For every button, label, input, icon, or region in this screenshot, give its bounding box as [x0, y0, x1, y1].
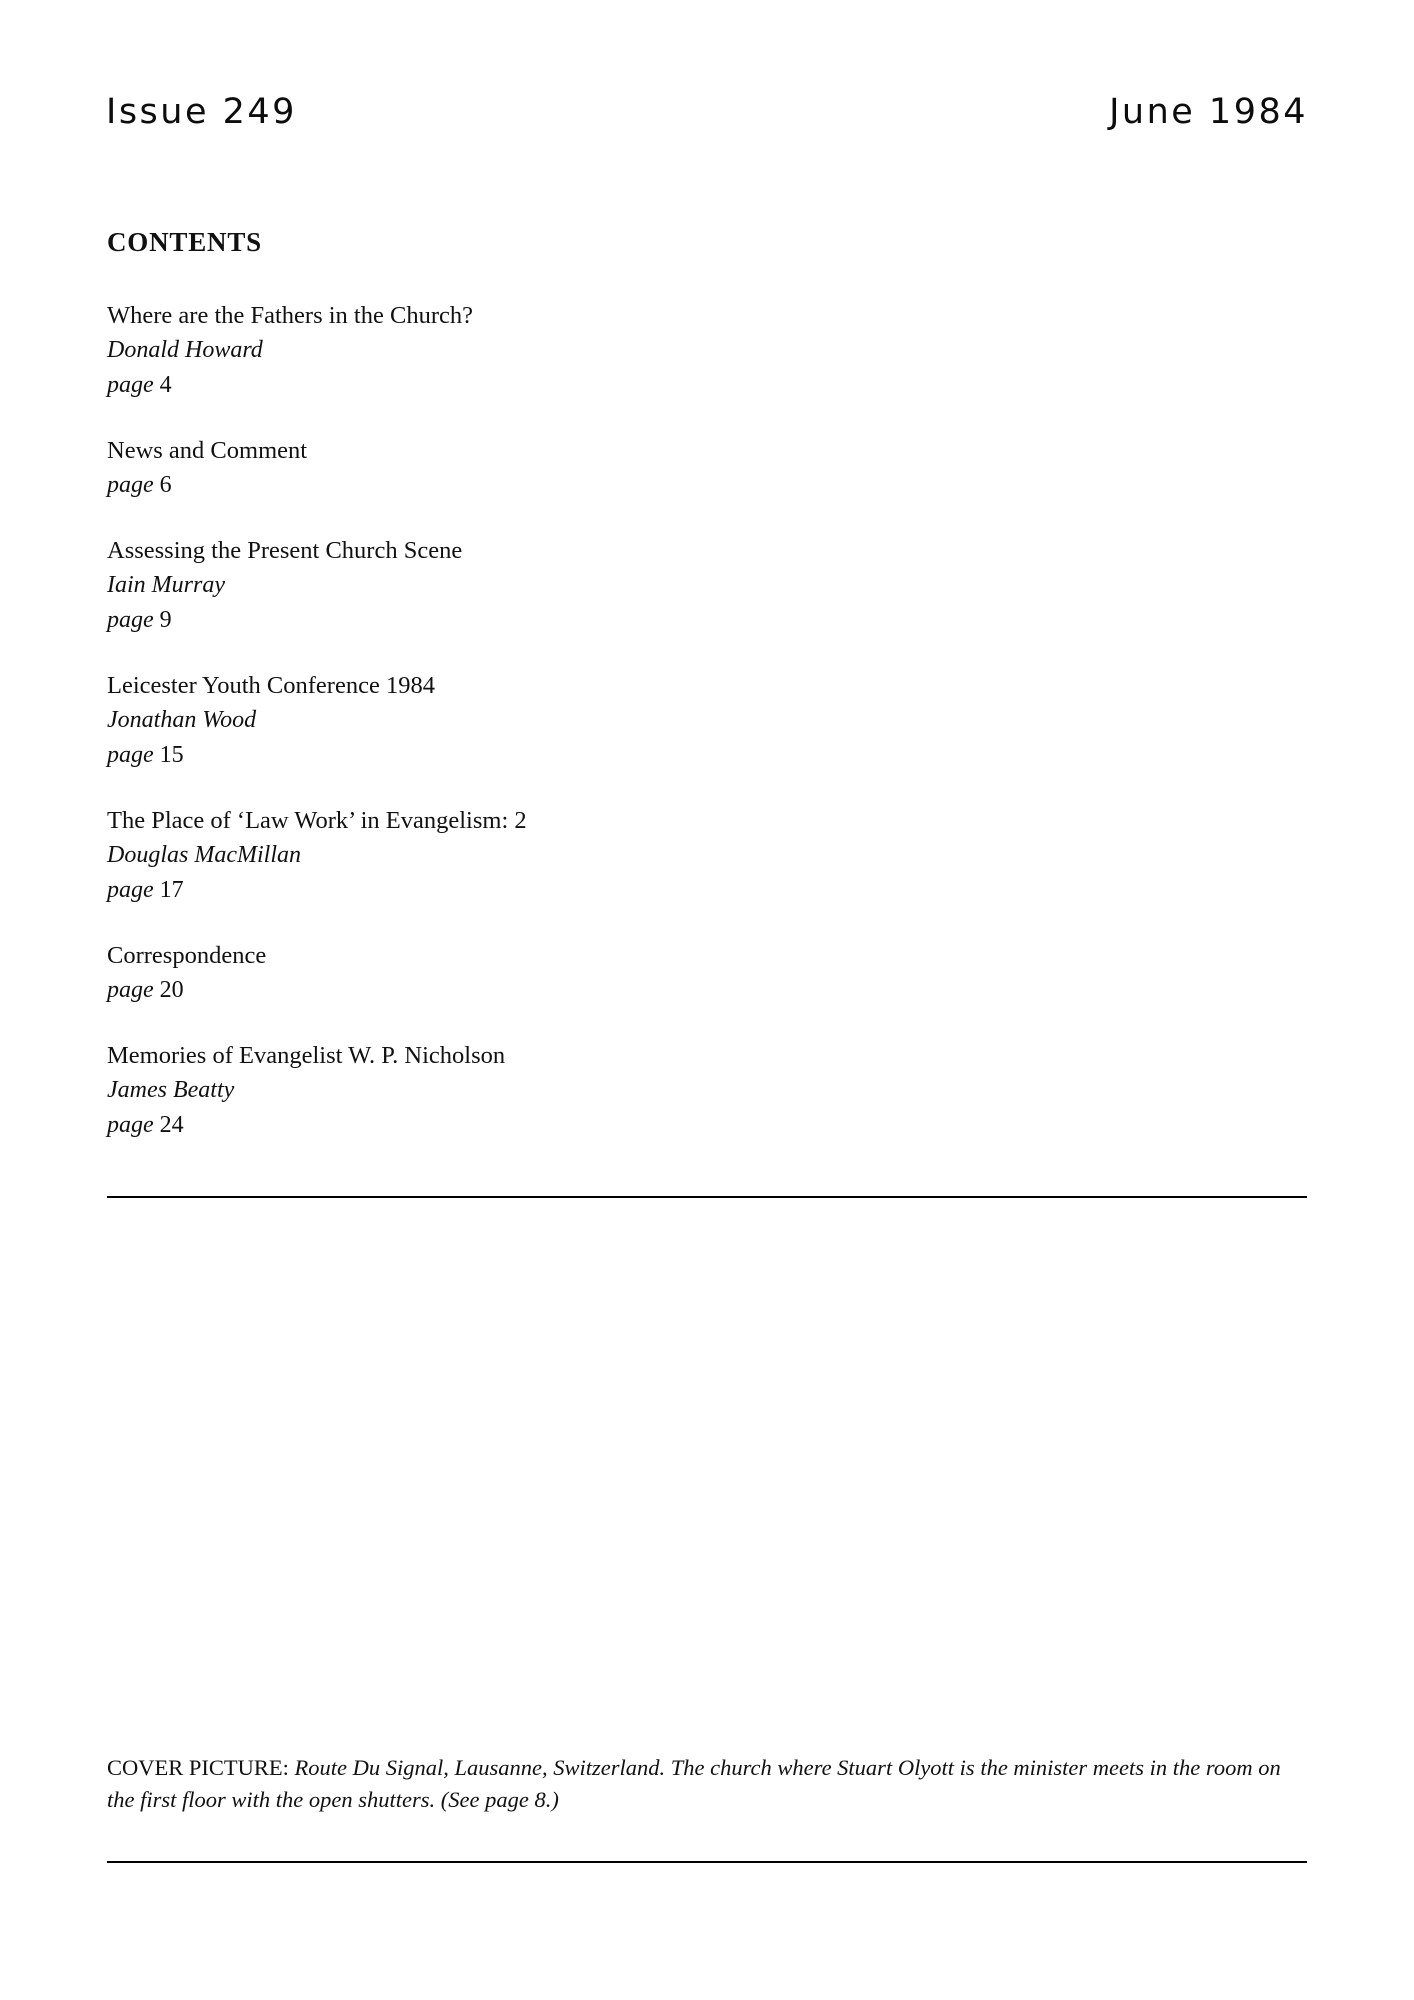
toc-author: Douglas MacMillan	[107, 842, 301, 868]
toc-title: Memories of Evangelist W. P. Nicholson	[107, 1042, 506, 1069]
toc-page	[107, 368, 1207, 403]
toc-entry	[107, 433, 1207, 503]
toc-page	[107, 973, 1207, 1008]
toc-author: Iain Murray	[107, 572, 225, 598]
toc-page-number: 6	[159, 472, 172, 498]
toc-page	[107, 873, 1207, 908]
toc-page	[107, 603, 1207, 638]
toc-page-number: 9	[159, 607, 172, 633]
toc-page-number: 15	[159, 742, 184, 768]
toc-entry	[107, 938, 1207, 1008]
toc-entry	[107, 533, 1207, 638]
toc-page	[107, 1108, 1207, 1143]
toc-page-word: page	[107, 472, 154, 498]
toc-page-word: page	[107, 1112, 154, 1138]
toc-title: Leicester Youth Conference 1984	[107, 672, 435, 699]
contents-heading: CONTENTS	[107, 227, 262, 257]
toc-page-number: 4	[159, 372, 172, 398]
toc-entry	[107, 298, 1207, 403]
divider-rule-bottom	[107, 1861, 1307, 1863]
cover-picture-text: Route Du Signal, Lausanne, Switzerland. The church where Stuart Olyott is the minister meets in the room on the first floor with the open shutters. (See page 8.)	[107, 1755, 1281, 1812]
toc-page-word: page	[107, 977, 154, 1003]
cover-picture-label: COVER PICTURE:	[107, 1755, 289, 1780]
toc-entry	[107, 1038, 1207, 1143]
toc-page-number: 24	[159, 1112, 184, 1138]
toc-title: The Place of ‘Law Work’ in Evangelism: 2	[107, 807, 527, 834]
toc-entry	[107, 668, 1207, 773]
toc-author: James Beatty	[107, 1077, 235, 1103]
issue-number: Issue 249	[106, 92, 297, 132]
masthead	[106, 92, 1308, 132]
toc-author: Jonathan Wood	[107, 707, 257, 733]
toc-title: Correspondence	[107, 942, 267, 969]
toc-page-number: 20	[159, 977, 184, 1003]
toc-page-word: page	[107, 372, 154, 398]
toc-author: Donald Howard	[107, 337, 263, 363]
toc-entry	[107, 803, 1207, 908]
toc-page	[107, 468, 1207, 503]
toc-page-word: page	[107, 607, 154, 633]
toc-title: Where are the Fathers in the Church?	[107, 302, 473, 329]
divider-rule-top	[107, 1196, 1307, 1198]
toc-page-word: page	[107, 877, 154, 903]
table-of-contents	[107, 298, 1207, 1143]
toc-page	[107, 738, 1207, 773]
toc-title: News and Comment	[107, 437, 308, 464]
issue-date: June 1984	[1109, 92, 1308, 132]
toc-title: Assessing the Present Church Scene	[107, 537, 463, 564]
toc-page-number: 17	[159, 877, 184, 903]
cover-picture-note	[107, 1752, 1309, 1816]
toc-page-word: page	[107, 742, 154, 768]
